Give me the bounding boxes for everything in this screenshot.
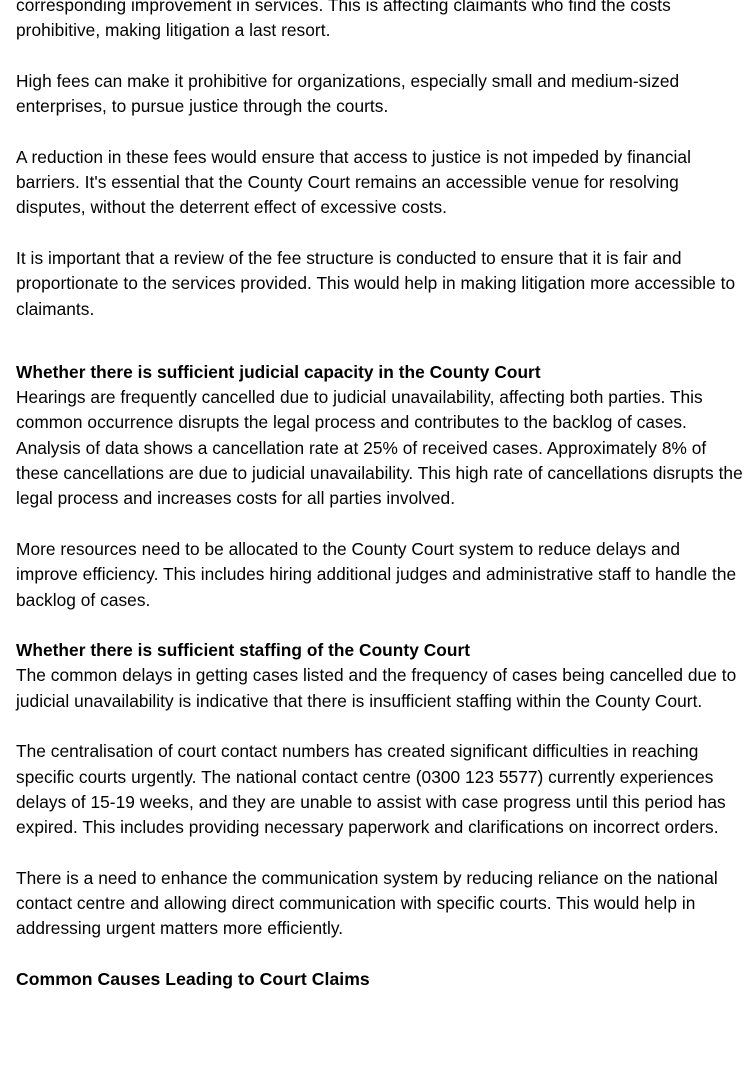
paragraph-fee-reduction: A reduction in these fees would ensure that access to justice is not impeded by financial barriers. It's essential that the County Court remains an accessible venue for resolving disputes, without the deterrent effect of excessive costs.: [16, 146, 691, 218]
paragraph-centralisation: The centralisation of court contact numbers has created significant difficulties in reaching specific courts urgently. The national contact centre (0300 123 5577) currently experiences delays of 15-19 weeks, and they are unable to assist with case progress until this period has expired. This includes providing necessary paperwork and clarifications on incorrect orders.: [16, 741, 726, 838]
paragraph-communication-system: There is a need to enhance the communication system by reducing reliance on the national contact centre and allowing direct communication with specific courts. This would help in addressing urgent matters more efficiently.: [16, 867, 718, 939]
paragraph-common-delays: The common delays in getting cases listed and the frequency of cases being cancelled due to judicial unavailability is indicative that there is insufficient staffing within the County Court.: [16, 665, 737, 711]
heading-staffing: Whether there is sufficient staffing of the County Court: [16, 640, 471, 661]
paragraph-hearings-cancelled: Hearings are frequently cancelled due to judicial unavailability, affecting both parties. This common occurrence disrupts the legal process and contributes to the backlog of cases. Analysis of data shows a cancellation rate at 25% of received cases. Approximately 8% of these cancellations are due to judicial unavailability. This high rate of cancellations disrupts the legal process and increases costs for all parties involved.: [16, 387, 743, 509]
paragraph-fee-review: It is important that a review of the fee structure is conducted to ensure that it is fair and proportionate to the services provided. This would help in making litigation more accessible to claimants.: [16, 247, 736, 319]
heading-common-causes: Common Causes Leading to Court Claims: [16, 968, 370, 989]
document-body: [16, 0, 744, 992]
heading-judicial-capacity: Whether there is sufficient judicial capacity in the County Court: [16, 361, 541, 382]
paragraph-high-fees: High fees can make it prohibitive for organizations, especially small and medium-sized enterprises, to pursue justice through the courts.: [16, 70, 680, 117]
paragraph-more-resources: More resources need to be allocated to the County Court system to reduce delays and improve efficiency. This includes hiring additional judges and administrative staff to handle the backlog of cases.: [16, 538, 737, 610]
paragraph-costs-prohibitive: corresponding improvement in services. This is affecting claimants who find the costs prohibitive, making litigation a last resort.: [16, 0, 671, 41]
